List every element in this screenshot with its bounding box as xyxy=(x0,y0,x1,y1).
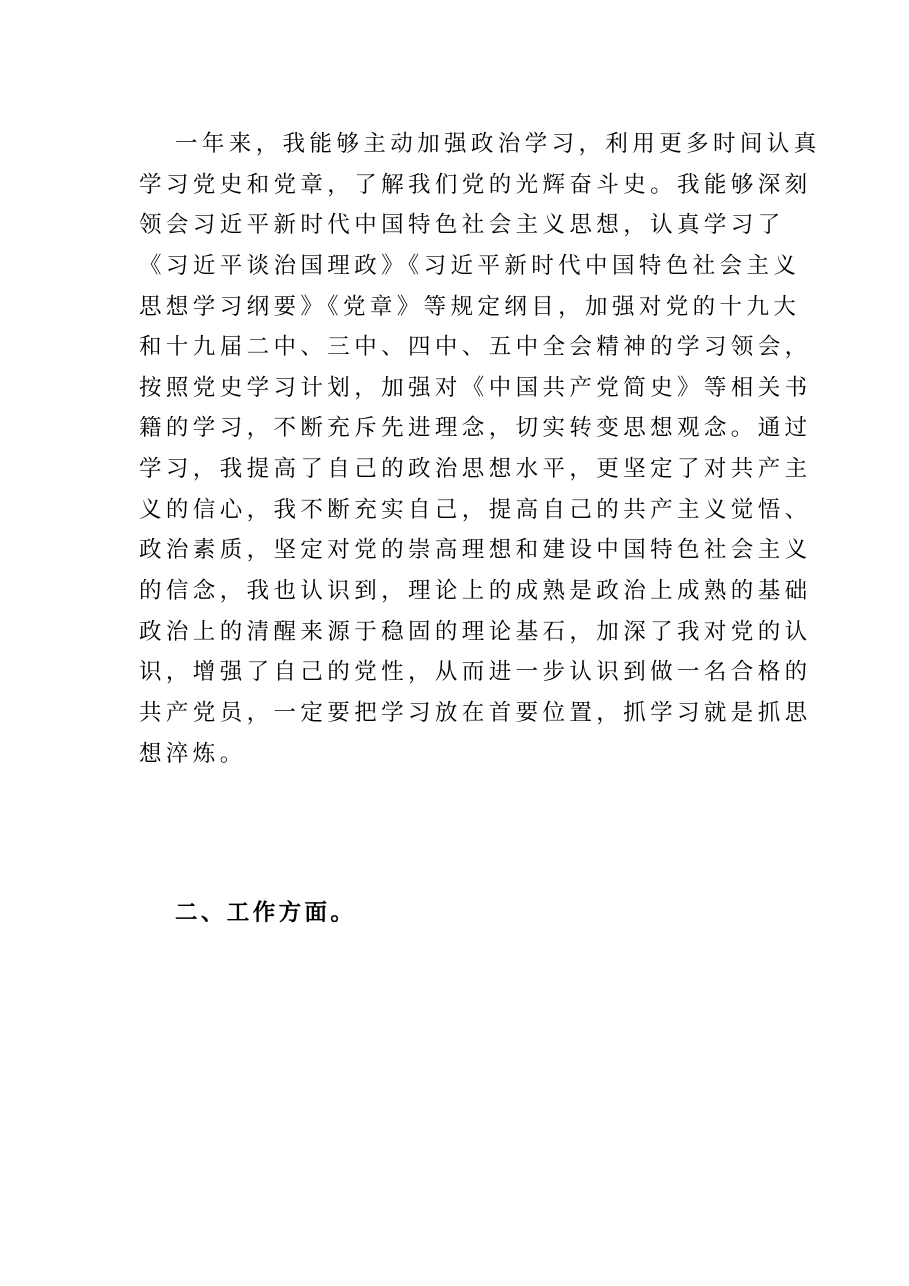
paragraph-line: 学习，我提高了自己的政治思想水平，更坚定了对共产主 xyxy=(139,456,812,483)
paragraph-line: 领会习近平新时代中国特色社会主义思想，认真学习了 xyxy=(139,212,785,239)
paragraph-line: 《习近平谈治国理政》《习近平新时代中国特色社会主义 xyxy=(139,252,801,279)
paragraph-line: 学习党史和党章，了解我们党的光辉奋斗史。我能够深刻 xyxy=(139,171,812,198)
paragraph-line: 和十九届二中、三中、四中、五中全会精神的学习领会， xyxy=(139,334,812,361)
paragraph-line: 一年来，我能够主动加强政治学习，利用更多时间认真 xyxy=(175,131,821,157)
paragraph-line: 按照党史学习计划，加强对《中国共产党简史》等相关书 xyxy=(139,374,812,401)
paragraph-line: 的信念，我也认识到，理论上的成熟是政治上成熟的基础 xyxy=(139,578,812,605)
body-paragraph xyxy=(139,124,821,774)
section-heading: 二、工作方面。 xyxy=(175,900,357,926)
paragraph-line: 籍的学习，不断充斥先进理念，切实转变思想观念。通过 xyxy=(139,415,812,442)
paragraph-line: 政治素质，坚定对党的崇高理想和建设中国特色社会主义 xyxy=(139,537,812,564)
paragraph-line: 识，增强了自己的党性，从而进一步认识到做一名合格的 xyxy=(139,659,812,686)
paragraph-line: 共产党员，一定要把学习放在首要位置，抓学习就是抓思 xyxy=(139,699,812,726)
paragraph-line: 政治上的清醒来源于稳固的理论基石，加深了我对党的认 xyxy=(139,618,812,645)
paragraph-line: 义的信心，我不断充实自己，提高自己的共产主义觉悟、 xyxy=(139,496,812,523)
paragraph-line: 思想学习纲要》《党章》等规定纲目，加强对党的十九大 xyxy=(139,293,801,320)
paragraph-line: 想淬炼。 xyxy=(139,740,247,767)
